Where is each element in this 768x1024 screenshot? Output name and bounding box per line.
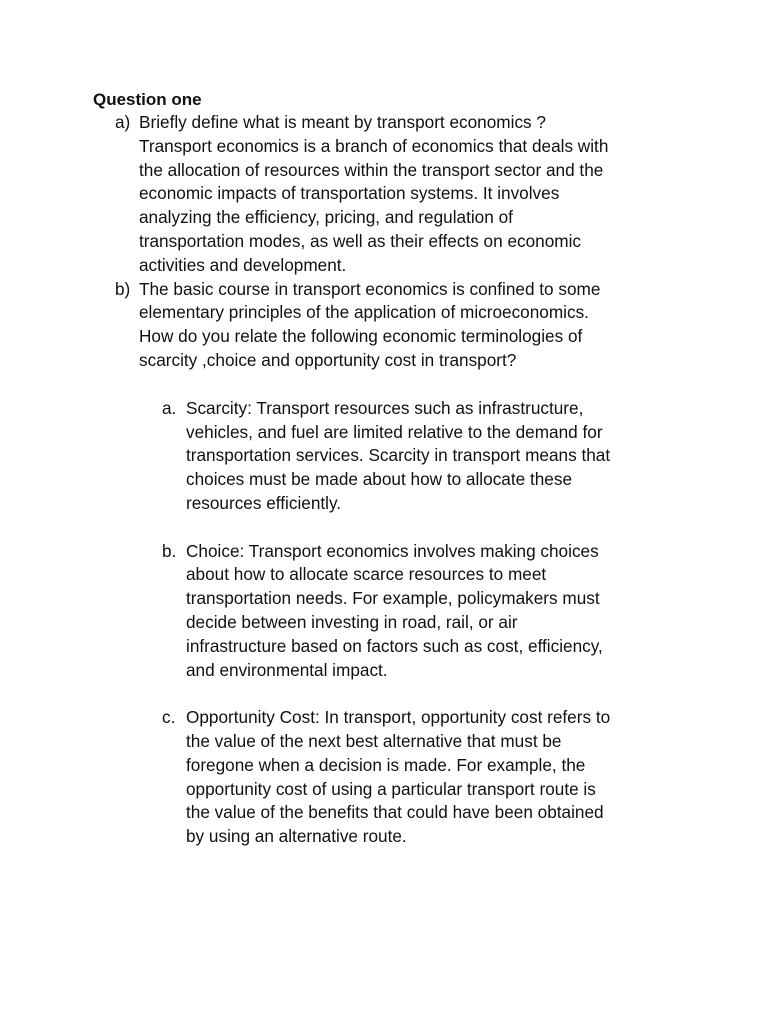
answer-text-line: the allocation of resources within the transport sector and the <box>139 159 604 180</box>
subitem-text-line: transportation services. Scarcity in transport means that <box>186 445 611 466</box>
subitem-text-line: resources efficiently. <box>186 492 342 513</box>
question-item-a <box>93 111 693 278</box>
subitem-choice <box>93 540 693 683</box>
subitem-marker: a. <box>162 397 177 418</box>
subitem-text-line: Scarcity: Transport resources such as infrastructure, <box>186 397 584 418</box>
question-marker: b) <box>115 278 131 299</box>
question-marker: a) <box>115 112 131 132</box>
answer-text-line: analyzing the efficiency, pricing, and regulation of <box>139 207 513 228</box>
subitem-text-line: transportation needs. For example, policymakers must <box>186 588 600 609</box>
answer-text-line: transportation modes, as well as their effects on economic <box>139 230 582 251</box>
subitem-text-line: decide between investing in road, rail, or air <box>186 611 518 632</box>
subitem-text-line: foregone when a decision is made. For example, the <box>186 754 586 775</box>
subitem-text-line: opportunity cost of using a particular transport route is <box>186 778 596 799</box>
answer-text-line: activities and development. <box>139 254 347 275</box>
question-item-b <box>93 278 693 373</box>
subitem-text-line: vehicles, and fuel are limited relative to the demand for <box>186 421 603 442</box>
subitem-text-line: about how to allocate scarce resources to meet <box>186 564 547 585</box>
answer-text-line: economic impacts of transportation systems. It involves <box>139 183 560 204</box>
subitem-marker: c. <box>162 707 176 728</box>
subitem-scarcity <box>93 397 693 516</box>
question-text-line: Briefly define what is meant by transport economics ? <box>139 112 546 132</box>
answer-text-line: Transport economics is a branch of economics that deals with <box>139 135 609 156</box>
document-page <box>93 88 693 873</box>
subitem-text-line: Choice: Transport economics involves making choices <box>186 540 599 561</box>
question-text-line: elementary principles of the application of microeconomics. <box>139 302 589 323</box>
subitem-text-line: choices must be made about how to allocate these <box>186 469 572 490</box>
subitem-text-line: Opportunity Cost: In transport, opportunity cost refers to <box>186 707 611 728</box>
subitem-text-line: by using an alternative route. <box>186 826 407 847</box>
subitem-text-line: and environmental impact. <box>186 659 388 680</box>
question-heading: Question one <box>93 90 202 109</box>
subitem-text-line: the value of the benefits that could have been obtained <box>186 802 604 823</box>
question-text-line: The basic course in transport economics is confined to some <box>139 278 601 299</box>
subitem-opportunity-cost <box>93 706 693 849</box>
question-text-line: scarcity ,choice and opportunity cost in transport? <box>139 349 517 370</box>
question-text-line: How do you relate the following economic terminologies of <box>139 326 583 347</box>
answer-sublist <box>93 397 693 849</box>
subitem-marker: b. <box>162 540 177 561</box>
subitem-text-line: the value of the next best alternative that must be <box>186 730 562 751</box>
subitem-text-line: infrastructure based on factors such as cost, efficiency, <box>186 635 603 656</box>
